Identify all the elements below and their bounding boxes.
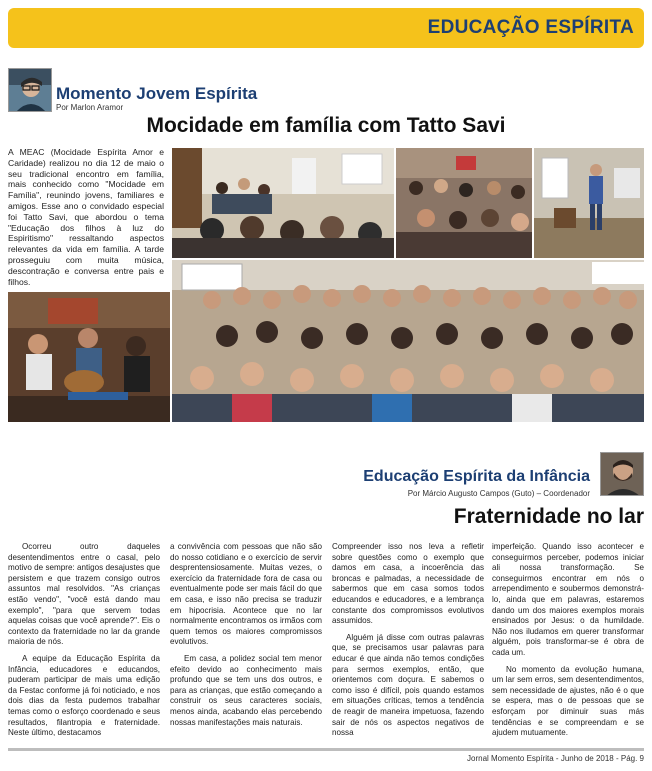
photo-speaker <box>534 148 644 258</box>
author-avatar-guto <box>600 452 644 496</box>
text-column-3 <box>332 542 484 745</box>
headline-fraternidade: Fraternidade no lar <box>453 505 644 528</box>
photo-musicians <box>8 292 170 422</box>
article-intro: A MEAC (Mocidade Espírita Amor e Caridade) realizou no dia 12 de maio o seu tradicional encontro em família, mais conhecido como "Mocidade em Família", reunindo jovens, familiares e amigos. Esse ano o convidado especial foi Tatto Savi, que abordou o tema "Educação dos filhos à luz do Espiritismo" ressaltando aspectos relevantes da vida em família. A tarde prosseguiu com muita música, descontração e conversa entre pais e filhos. <box>8 147 164 287</box>
paragraph: No momento da evolução humana, um lar sem erros, sem desentendimentos, sem necessidade de ajustes, não é o que se espera, mas o de pessoas que se esforçam por diminuir suas más tendências e se compreendam e se ajudem mutuamente. <box>492 664 644 738</box>
section-label: EDUCAÇÃO ESPÍRITA <box>427 17 634 38</box>
photo-audience-seated <box>396 148 532 258</box>
footer-divider <box>8 748 644 751</box>
author-avatar-marlon <box>8 68 52 112</box>
headline-mocidade: Mocidade em família com Tatto Savi <box>146 114 506 137</box>
paragraph: Em casa, a polidez social tem menor efeito devido ao conhecimento mais profundo que se tem uns dos outros, e para as crianças, que estão começando a construir os seus caracteres sociais, menos ainda, acabando elas percebendo nossas manifestações mais naturais. <box>170 653 322 727</box>
paragraph: imperfeição. Quando isso acontecer e conseguirmos perceber, podemos iniciar ali nossa transformação. Se conseguirmos encontrar em nós o arrependimento e soubermos demonstrá-lo, ainda que em palavras, estaremos dando um dos maiores exemplos morais ensinados por Jesus: o da humildade. Não nos iludamos em querer transformar alguém, pois transformar-se é obra de cada um. <box>492 542 644 657</box>
photo-group <box>172 260 644 422</box>
paragraph: Alguém já disse com outras palavras que, se precisamos usar palavras para educar é que ainda não temos condições para sermos exemplos, então, que orientemos com doçura. E sabemos o como isso é difícil, pois quando estamos em situações críticas, temos a tendência de reagir de maneira impetuosa, fazendo sair de nós os aspectos negativos de nossa <box>332 632 484 738</box>
paragraph: Ocorreu outro daqueles desentendimentos entre o casal, pelo motivo de sempre: antigos desajustes que persistem e que trazem consigo outros assuntos mal resolvidos. "As crianças estão vendo", "você está dando mau exemplo", "para que servem todas aquelas coisas que você aprende?". Eis o contexto da fraternidade no lar da grande maioria de nós. <box>8 542 160 647</box>
paragraph: A equipe da Educação Espírita da Infância, educadores e educandos, puderam participar de mais uma edição da Festac conforme já foi noticiado, e nos dois dias da festa pudemos trabalhar temas como o esforço coordenado e seus resultados, filantropia e fraternidade. Neste último, destacamos <box>8 653 160 738</box>
text-column-2 <box>170 542 322 734</box>
column-title-educacao-infancia: Educação Espírita da Infância <box>363 468 590 485</box>
photo-audience-room <box>172 148 394 258</box>
text-column-4 <box>492 542 644 745</box>
footer-page-info: Jornal Momento Espírita - Junho de 2018 - Pág. 9 <box>467 754 644 763</box>
paragraph: Compreender isso nos leva a refletir sobre questões como o exemplo que damos em casa, a incoerência das broncas e palmadas, a necessidade de sabermos que em casa somos todos educandos e educadores, e a lembrança constante dos compromissos evolutivos assumidos. <box>332 542 484 626</box>
byline: Por Márcio Augusto Campos (Guto) – Coordenador <box>407 489 590 498</box>
section-banner <box>8 8 644 48</box>
paragraph: a convivência com pessoas que não são do nosso cotidiano e o exercício de servir desprentensiosamente. Muitas vezes, o exercício da fraternidade fora de casa ou eventualmente pode ser mais fácil do que em casa, e isso não precisa se traduzir em hipocrisia. Acontece que no lar normalmente encontramos os irmãos com quem temos os maiores compromissos evolutivos. <box>170 542 322 647</box>
text-column-1 <box>8 542 160 745</box>
byline: Por Marlon Aramor <box>56 103 124 112</box>
column-title-momento-jovem: Momento Jovem Espírita <box>56 84 258 103</box>
